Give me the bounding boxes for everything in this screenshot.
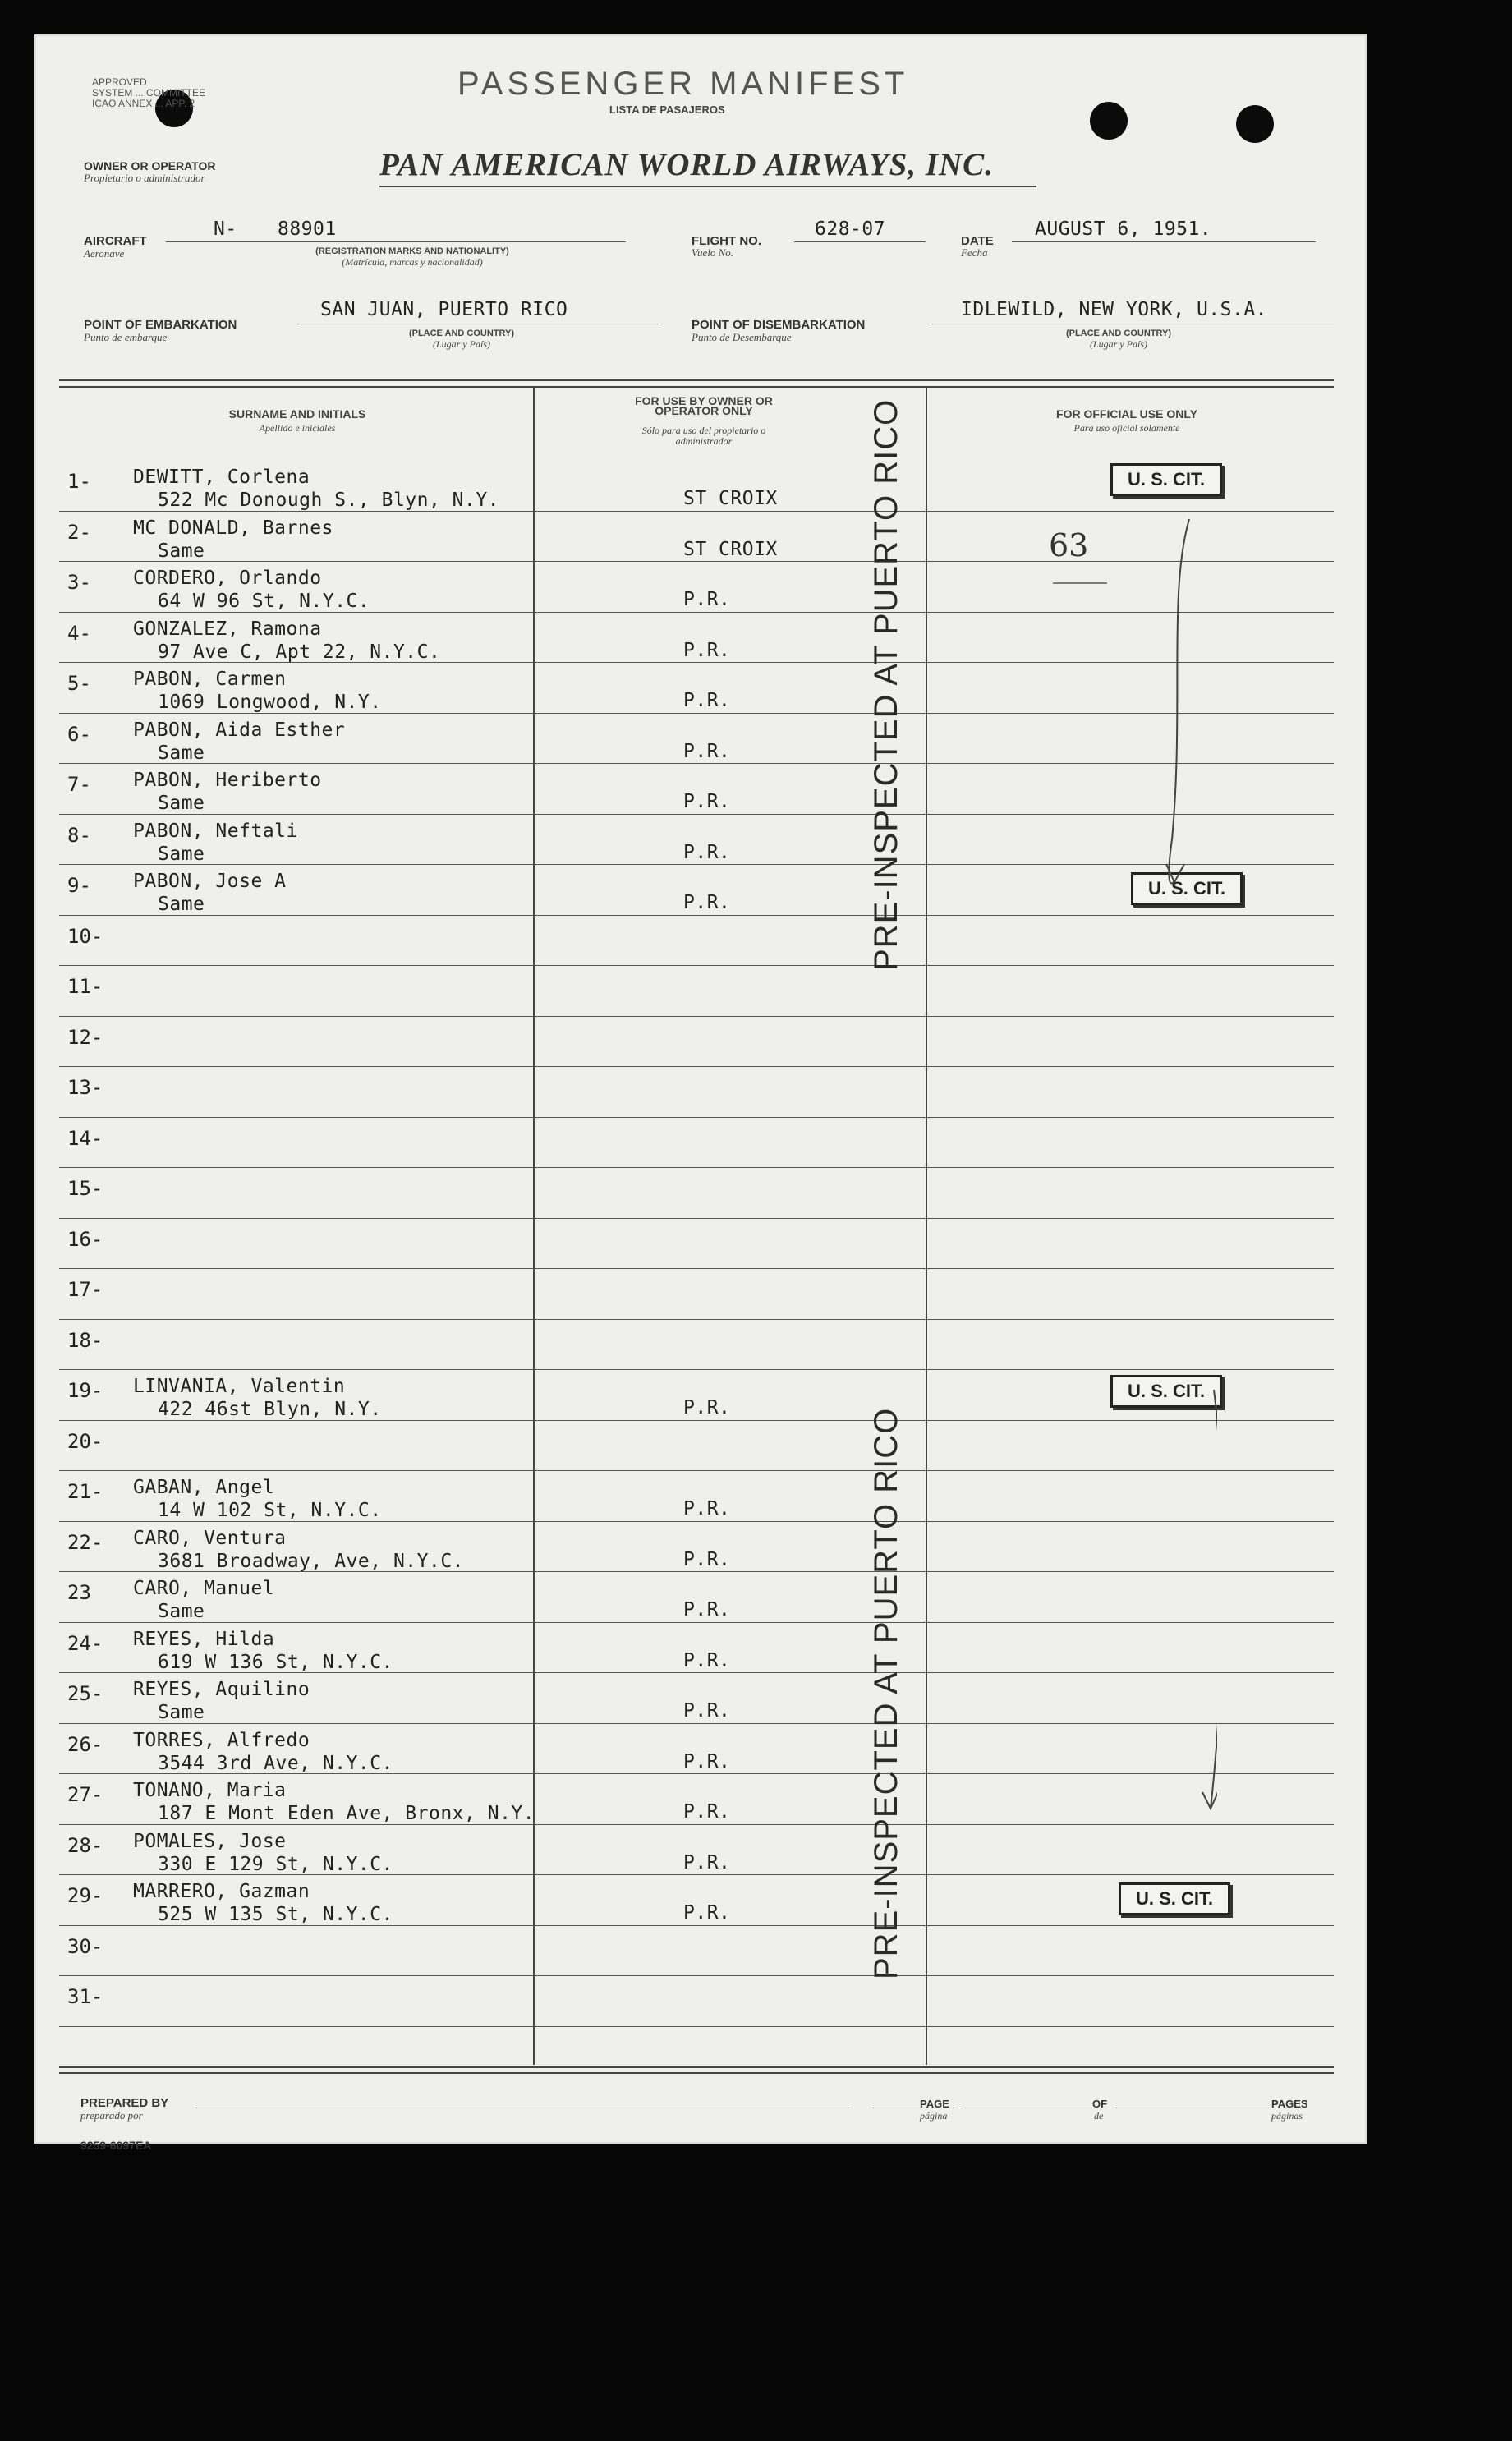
passenger-name: REYES, Aquilino	[133, 1679, 310, 1700]
owner-label: OWNER OR OPERATOR	[84, 159, 216, 172]
place-caption-2-es: (Lugar y País)	[1090, 338, 1147, 350]
passenger-address: Same	[158, 1601, 205, 1622]
company-name: PAN AMERICAN WORLD AIRWAYS, INC.	[379, 147, 994, 182]
passenger-address: 3544 3rd Ave, N.Y.C.	[158, 1752, 393, 1774]
manifest-sheet	[34, 34, 1367, 2152]
row-number: 6-	[67, 722, 91, 746]
row-number: 11-	[67, 975, 103, 998]
column-header-official: FOR OFFICIAL USE ONLY	[1056, 407, 1197, 421]
row-number: 5-	[67, 672, 91, 695]
of-label: OF	[1092, 2098, 1108, 2110]
date-value: AUGUST 6, 1951.	[1035, 218, 1212, 240]
owner-note: P.R.	[683, 1801, 731, 1823]
passenger-address: 422 46st Blyn, N.Y.	[158, 1399, 382, 1420]
passenger-address: Same	[158, 1702, 205, 1723]
embark-label-es: Punto de embarque	[84, 331, 168, 343]
passenger-name: GABAN, Angel	[133, 1477, 275, 1498]
passenger-name: PABON, Heriberto	[133, 770, 322, 791]
row-number: 16-	[67, 1227, 103, 1251]
passenger-address: 522 Mc Donough S., Blyn, N.Y.	[158, 490, 500, 511]
owner-note: P.R.	[683, 1649, 731, 1671]
pages-label: PAGES	[1271, 2098, 1308, 2110]
us-citizen-stamp: U. S. CIT.	[1119, 1882, 1230, 1915]
owner-note: P.R.	[683, 791, 731, 812]
bracket-arrows	[1053, 494, 1217, 1858]
row-number: 29-	[67, 1884, 103, 1907]
passenger-address: Same	[158, 540, 205, 562]
row-number: 13-	[67, 1076, 103, 1099]
owner-note: P.R.	[683, 690, 731, 711]
pre-inspected-stamp: PRE-INSPECTED AT PUERTO RICO	[868, 1407, 904, 1979]
date-label-es: Fecha	[961, 246, 988, 259]
passenger-name: CARO, Manuel	[133, 1578, 275, 1599]
passenger-address: 1069 Longwood, N.Y.	[158, 692, 382, 713]
row-number: 2-	[67, 520, 91, 544]
us-citizen-stamp: U. S. CIT.	[1131, 872, 1243, 905]
punch-hole	[1236, 105, 1274, 143]
flight-label: FLIGHT NO.	[692, 234, 761, 248]
column-header-owner-es: Sólo para uso del propietario o administrador	[641, 425, 766, 447]
owner-note: P.R.	[683, 1498, 731, 1519]
owner-note: P.R.	[683, 1902, 731, 1924]
owner-note: ST CROIX	[683, 488, 778, 509]
aircraft-value: 88901	[278, 218, 337, 240]
row-number: 10-	[67, 924, 103, 948]
place-caption-es: (Lugar y País)	[433, 338, 490, 350]
prepared-by-label: PREPARED BY	[80, 2096, 169, 2110]
page-label: PAGE	[920, 2098, 949, 2110]
passenger-address: Same	[158, 894, 205, 915]
approval-note	[92, 77, 205, 109]
pages-label-es: páginas	[1271, 2110, 1303, 2122]
passenger-name: GONZALEZ, Ramona	[133, 618, 322, 640]
row-number: 19-	[67, 1379, 103, 1402]
passenger-address: 14 W 102 St, N.Y.C.	[158, 1500, 382, 1521]
passenger-name: PABON, Jose A	[133, 871, 287, 892]
aircraft-prefix: N-	[214, 218, 237, 240]
passenger-name: PABON, Carmen	[133, 669, 287, 690]
registration-caption: (REGISTRATION MARKS AND NATIONALITY)	[315, 246, 509, 256]
owner-note: P.R.	[683, 1397, 731, 1418]
owner-label-es: Propietario o administrador	[84, 172, 205, 184]
column-header-surname-es: Apellido e iniciales	[259, 422, 336, 434]
passenger-address: 187 E Mont Eden Ave, Bronx, N.Y.	[158, 1803, 535, 1824]
row-number: 30-	[67, 1934, 103, 1958]
us-citizen-stamp: U. S. CIT.	[1110, 1375, 1222, 1408]
approval-note-line: ICAO ANNEX ... APP. 2	[92, 98, 195, 109]
row-number: 12-	[67, 1025, 103, 1049]
row-number: 27-	[67, 1783, 103, 1806]
owner-note: P.R.	[683, 841, 731, 863]
row-number: 18-	[67, 1328, 103, 1352]
row-divider	[59, 2026, 1334, 2027]
row-number: 24-	[67, 1631, 103, 1655]
row-number: 23	[67, 1581, 91, 1604]
aircraft-label-es: Aeronave	[84, 247, 125, 260]
us-citizen-stamp: U. S. CIT.	[1110, 463, 1222, 496]
passenger-name: TORRES, Alfredo	[133, 1729, 310, 1751]
passenger-address: Same	[158, 742, 205, 764]
row-number: 9-	[67, 874, 91, 897]
disembark-label-es: Punto de Desembarque	[692, 331, 792, 343]
passenger-name: CORDERO, Orlando	[133, 568, 322, 589]
passenger-name: PABON, Aida Esther	[133, 719, 346, 741]
owner-note: P.R.	[683, 1548, 731, 1570]
row-number: 22-	[67, 1530, 103, 1554]
passenger-address: 97 Ave C, Apt 22, N.Y.C.	[158, 641, 441, 663]
row-number: 25-	[67, 1682, 103, 1705]
form-number: 9259-6097EA	[80, 2139, 152, 2152]
passenger-name: LINVANIA, Valentin	[133, 1376, 346, 1397]
owner-note: P.R.	[683, 1700, 731, 1722]
passenger-name: PABON, Neftali	[133, 820, 298, 842]
passenger-name: REYES, Hilda	[133, 1628, 275, 1650]
passenger-address: 619 W 136 St, N.Y.C.	[158, 1651, 393, 1673]
embark-label: POINT OF EMBARKATION	[84, 318, 237, 332]
handwritten-count: 63	[1049, 527, 1089, 563]
owner-note: P.R.	[683, 1750, 731, 1772]
column-header-owner: FOR USE BY OWNER OR OPERATOR ONLY	[635, 394, 773, 417]
owner-note: P.R.	[683, 589, 731, 610]
passenger-address: 64 W 96 St, N.Y.C.	[158, 591, 370, 612]
owner-note: P.R.	[683, 892, 731, 913]
place-caption-2: (PLACE AND COUNTRY)	[1065, 329, 1172, 338]
row-number: 31-	[67, 1985, 103, 2008]
row-number: 3-	[67, 571, 91, 594]
flight-value: 628-07	[815, 218, 886, 240]
column-header-surname: SURNAME AND INITIALS	[228, 407, 366, 421]
row-number: 14-	[67, 1126, 103, 1150]
passenger-address: Same	[158, 843, 205, 865]
prepared-by-label-es: preparado por	[80, 2109, 143, 2122]
passenger-name: TONANO, Maria	[133, 1780, 287, 1801]
row-number: 7-	[67, 773, 91, 796]
approval-note-line: SYSTEM ... COMMITTEE	[92, 87, 206, 99]
row-number: 26-	[67, 1732, 103, 1756]
row-number: 15-	[67, 1177, 103, 1200]
disembark-value: IDLEWILD, NEW YORK, U.S.A.	[961, 299, 1268, 320]
place-caption: (PLACE AND COUNTRY)	[408, 329, 515, 338]
page-label-es: página	[920, 2110, 948, 2122]
passenger-address: 3681 Broadway, Ave, N.Y.C.	[158, 1550, 465, 1572]
passenger-name: POMALES, Jose	[133, 1830, 287, 1852]
owner-note: P.R.	[683, 1851, 731, 1873]
passenger-address: 525 W 135 St, N.Y.C.	[158, 1904, 393, 1925]
approval-note-line: APPROVED	[92, 76, 147, 88]
owner-note: P.R.	[683, 1599, 731, 1620]
of-label-es: de	[1094, 2110, 1104, 2122]
date-label: DATE	[961, 234, 994, 248]
registration-caption-es: (Matrícula, marcas y nacionalidad)	[342, 256, 483, 268]
embark-value: SAN JUAN, PUERTO RICO	[320, 299, 568, 320]
pre-inspected-stamp: PRE-INSPECTED AT PUERTO RICO	[868, 398, 904, 971]
row-number: 28-	[67, 1833, 103, 1857]
passenger-name: CARO, Ventura	[133, 1527, 287, 1549]
punch-hole	[1090, 102, 1128, 140]
row-number: 1-	[67, 470, 91, 493]
passenger-name: MC DONALD, Barnes	[133, 517, 333, 539]
row-number: 8-	[67, 823, 91, 847]
column-header-official-es: Para uso oficial solamente	[1073, 422, 1180, 434]
flight-label-es: Vuelo No.	[692, 246, 734, 259]
document-title: PASSENGER MANIFEST	[457, 66, 909, 102]
passenger-address: Same	[158, 793, 205, 814]
row-divider	[59, 1975, 1334, 1976]
passenger-address: 330 E 129 St, N.Y.C.	[158, 1853, 393, 1875]
row-number: 17-	[67, 1278, 103, 1301]
owner-note: ST CROIX	[683, 538, 778, 560]
passenger-name: DEWITT, Corlena	[133, 467, 310, 488]
owner-note: P.R.	[683, 639, 731, 661]
aircraft-label: AIRCRAFT	[84, 234, 147, 248]
row-number: 4-	[67, 621, 91, 645]
passenger-name: MARRERO, Gazman	[133, 1881, 310, 1902]
row-number: 20-	[67, 1429, 103, 1453]
owner-note: P.R.	[683, 740, 731, 762]
row-number: 21-	[67, 1480, 103, 1503]
document-subtitle: LISTA DE PASAJEROS	[609, 103, 725, 116]
disembark-label: POINT OF DISEMBARKATION	[692, 318, 866, 332]
